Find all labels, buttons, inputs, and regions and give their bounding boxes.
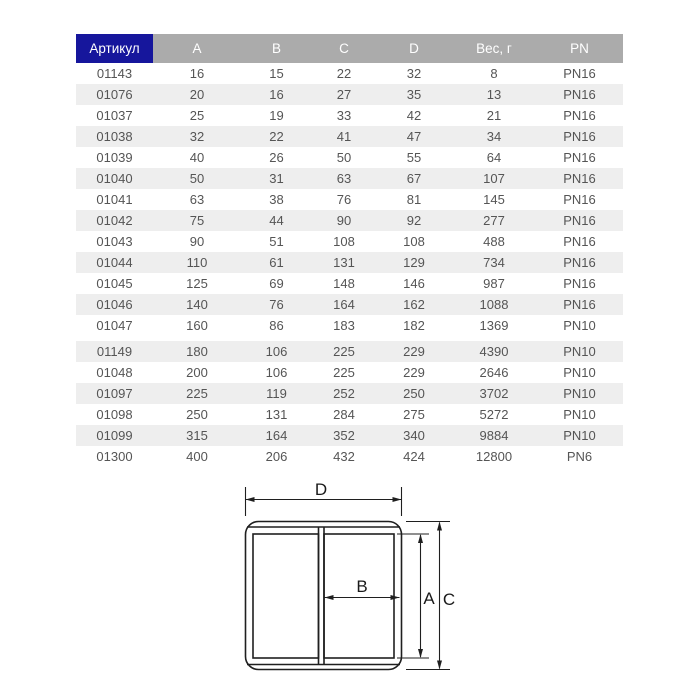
cell-article: 01044 (96, 255, 133, 270)
cell-d: 67 (406, 171, 422, 186)
cell-b: 131 (265, 407, 288, 422)
cell-d: 424 (403, 449, 425, 464)
cell-article: 01040 (96, 171, 133, 186)
cell-b: 22 (269, 129, 284, 144)
cell-pn: PN16 (563, 276, 596, 291)
cell-d: 340 (403, 428, 425, 443)
cell-pn: PN16 (563, 150, 596, 165)
table-row (76, 210, 623, 231)
cell-d: 108 (403, 234, 425, 249)
cell-d: 55 (406, 150, 422, 165)
dimension-b (325, 577, 400, 600)
cell-b: 106 (241, 339, 312, 363)
cell-c: 27 (336, 87, 352, 102)
cell-b: 16 (269, 87, 284, 102)
column-header-a: A (153, 34, 241, 63)
cell-article: 01039 (96, 150, 133, 165)
cell-pn: PN10 (563, 407, 596, 422)
cell-weight: 488 (483, 234, 505, 249)
cell-a: 90 (189, 234, 205, 249)
cell-b: 51 (269, 234, 284, 249)
coupling-diagram (225, 476, 470, 686)
table-row (76, 63, 623, 84)
cell-c: 33 (336, 108, 352, 123)
cell-b: 86 (269, 318, 284, 333)
table-row (76, 339, 623, 363)
cell-pn: PN10 (563, 386, 596, 401)
cell-article: 01042 (96, 213, 133, 228)
table-row (76, 294, 623, 315)
cell-a: 16 (189, 66, 205, 81)
table-row (76, 383, 623, 404)
cell-article: 01045 (96, 276, 133, 291)
dimension-a (397, 534, 435, 658)
cell-b: 26 (269, 150, 284, 165)
cell-weight: 34 (486, 129, 502, 144)
cell-d: 35 (406, 87, 422, 102)
cell-weight: 1088 (479, 297, 509, 312)
table-row (76, 231, 623, 252)
cell-a: 140 (186, 297, 208, 312)
cell-weight: 64 (486, 150, 502, 165)
cell-pn: PN10 (536, 339, 623, 363)
cell-weight: 9884 (479, 428, 509, 443)
cell-article: 01041 (96, 192, 133, 207)
column-header-article: Артикул (76, 34, 153, 63)
cell-pn: PN10 (563, 428, 596, 443)
table-row (76, 273, 623, 294)
cell-c: 252 (333, 386, 355, 401)
cell-article: 01300 (96, 449, 133, 464)
cell-c: 352 (333, 428, 355, 443)
cell-article: 01038 (96, 129, 133, 144)
cell-pn: PN6 (566, 449, 593, 464)
table-row (76, 126, 623, 147)
cell-d: 129 (403, 255, 425, 270)
coupling-body (246, 522, 402, 670)
cell-article: 01098 (96, 407, 133, 422)
column-header-c: C (312, 34, 376, 63)
cell-c: 225 (312, 339, 376, 363)
cell-pn: PN10 (563, 365, 596, 380)
cell-a: 110 (186, 255, 208, 270)
cell-article: 01046 (96, 297, 133, 312)
cell-d: 146 (403, 276, 425, 291)
cell-c: 432 (333, 449, 355, 464)
cell-d: 32 (406, 66, 422, 81)
cell-c: 41 (336, 129, 352, 144)
cell-weight: 107 (483, 171, 505, 186)
cell-article: 01047 (96, 318, 133, 333)
cell-article: 01143 (96, 66, 133, 81)
cell-d: 42 (406, 108, 422, 123)
cell-c: 183 (333, 318, 355, 333)
cell-c: 108 (333, 234, 355, 249)
cell-weight: 277 (483, 213, 505, 228)
cell-b: 164 (265, 428, 288, 443)
table-row (76, 84, 623, 105)
column-header-pn: PN (536, 34, 623, 63)
dimension-label-a: A (423, 589, 435, 608)
table-row (76, 425, 623, 446)
cell-b: 206 (265, 449, 288, 464)
cell-b: 38 (269, 192, 284, 207)
cell-a: 160 (186, 318, 208, 333)
cell-article: 01037 (96, 108, 133, 123)
cell-pn: PN16 (563, 66, 596, 81)
cell-a: 50 (189, 171, 205, 186)
cell-article: 01076 (96, 87, 133, 102)
cell-c: 63 (336, 171, 352, 186)
cell-c: 76 (336, 192, 352, 207)
cell-weight: 4390 (452, 339, 536, 363)
cell-a: 400 (186, 449, 208, 464)
cell-d: 275 (403, 407, 425, 422)
cell-c: 50 (336, 150, 352, 165)
cell-weight: 3702 (479, 386, 509, 401)
cell-weight: 2646 (479, 365, 509, 380)
cell-weight: 987 (483, 276, 505, 291)
cell-c: 284 (333, 407, 355, 422)
cell-article: 01099 (96, 428, 133, 443)
cell-c: 131 (333, 255, 355, 270)
column-header-d: D (376, 34, 452, 63)
cell-a: 225 (186, 386, 208, 401)
cell-b: 106 (265, 365, 288, 380)
dimension-label-b: B (356, 577, 368, 596)
cell-d: 162 (403, 297, 425, 312)
column-header-weight: Вес, г (452, 34, 536, 63)
cell-b: 119 (266, 386, 287, 401)
dimension-label-d: D (314, 480, 328, 499)
dimension-label-c: C (442, 590, 456, 609)
cell-d: 229 (376, 339, 452, 363)
table-body (76, 63, 623, 467)
cell-d: 92 (406, 213, 422, 228)
cell-a: 315 (186, 428, 208, 443)
table-row (76, 105, 623, 126)
cell-d: 81 (406, 192, 422, 207)
table-row (76, 252, 623, 273)
dimension-d (246, 480, 402, 516)
cell-a: 63 (189, 192, 205, 207)
table-row (76, 147, 623, 168)
cell-d: 182 (403, 318, 425, 333)
cell-pn: PN16 (563, 192, 596, 207)
cell-c: 164 (333, 297, 355, 312)
cell-weight: 1369 (479, 318, 509, 333)
cell-d: 47 (406, 129, 422, 144)
cell-b: 61 (269, 255, 284, 270)
cell-d: 250 (403, 386, 425, 401)
cell-b: 44 (269, 213, 284, 228)
table-row (76, 446, 623, 467)
cell-a: 25 (189, 108, 205, 123)
cell-weight: 8 (490, 66, 498, 81)
table-header-row (76, 34, 623, 63)
cell-pn: PN16 (563, 297, 596, 312)
table-row (76, 315, 623, 339)
cell-pn: PN16 (563, 255, 596, 270)
specifications-table (76, 34, 623, 467)
cell-pn: PN16 (563, 108, 596, 123)
table-row (76, 404, 623, 425)
table-row (76, 168, 623, 189)
cell-article: 01048 (96, 365, 133, 380)
cell-c: 225 (333, 365, 355, 380)
cell-a: 250 (186, 407, 208, 422)
cell-b: 69 (269, 276, 284, 291)
cell-b: 76 (269, 297, 284, 312)
cell-weight: 145 (483, 192, 505, 207)
cell-a: 20 (189, 87, 205, 102)
cell-c: 90 (336, 213, 352, 228)
cell-d: 229 (403, 365, 425, 380)
cell-pn: PN16 (563, 171, 596, 186)
cell-pn: PN16 (563, 87, 596, 102)
cell-a: 75 (189, 213, 205, 228)
table-row (76, 362, 623, 383)
cell-c: 148 (333, 276, 355, 291)
cell-weight: 12800 (475, 449, 513, 464)
cell-weight: 21 (486, 108, 502, 123)
cell-weight: 5272 (479, 407, 509, 422)
cell-a: 125 (186, 276, 208, 291)
column-header-b: B (241, 34, 312, 63)
cell-c: 22 (336, 66, 352, 81)
cell-pn: PN16 (563, 234, 596, 249)
cell-pn: PN16 (563, 129, 596, 144)
cell-a: 32 (189, 129, 205, 144)
table-row (76, 189, 623, 210)
cell-pn: PN16 (563, 213, 596, 228)
cell-a: 200 (186, 365, 208, 380)
cell-b: 15 (269, 66, 284, 81)
cell-weight: 734 (483, 255, 505, 270)
cell-a: 180 (153, 339, 241, 363)
cell-article: 01043 (96, 234, 133, 249)
cell-b: 31 (269, 171, 284, 186)
cell-article: 01149 (76, 339, 153, 363)
cell-b: 19 (269, 108, 284, 123)
cell-article: 01097 (96, 386, 133, 401)
cell-pn: PN10 (563, 318, 596, 333)
cell-weight: 13 (486, 87, 502, 102)
cell-a: 40 (189, 150, 205, 165)
